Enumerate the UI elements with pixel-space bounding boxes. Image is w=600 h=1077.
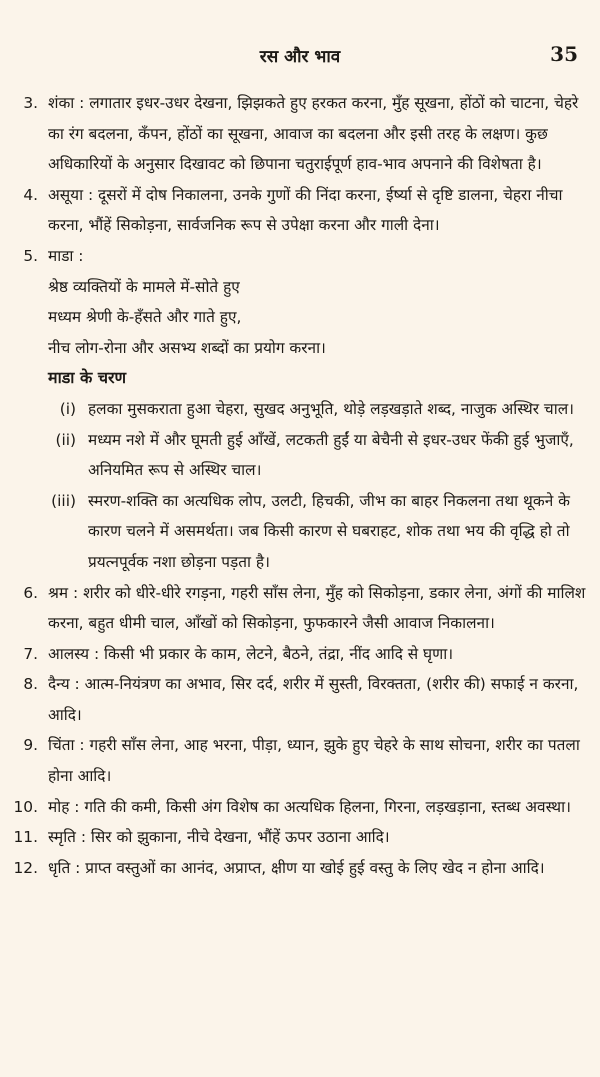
list-item-3 — [6, 88, 586, 180]
running-head: रस और भाव — [259, 47, 341, 67]
item-number: 7. — [23, 644, 38, 663]
item-number: 4. — [23, 185, 38, 204]
item-text-block — [48, 241, 586, 363]
list-item-11 — [6, 822, 586, 853]
verse-line: नीच लोग-रोना और असभ्य शब्दों का प्रयोग करना। — [48, 338, 326, 357]
item-text: चिंता : गहरी साँस लेना, आह भरना, पीड़ा, ध्यान, झुके हुए चेहरे के साथ सोचना, शरीर का पतला होना आदि। — [48, 736, 580, 786]
sub-item-text: मध्यम नशे में और घूमती हुई आँखें, लटकती हुईं या बेचैनी से इधर-उधर फेंकी हुई भुजाएँ, अनियमित रूप से अस्थिर चाल। — [88, 430, 574, 480]
item-number: 5. — [23, 246, 38, 265]
sub-list-item — [6, 486, 586, 578]
section-subheading: माडा के चरण — [48, 368, 127, 388]
sub-item-text: हलका मुसकराता हुआ चेहरा, सुखद अनुभूति, थोड़े लड़खड़ाते शब्द, नाजुक अस्थिर चाल। — [88, 399, 574, 418]
sub-item-text: स्मरण-शक्ति का अत्यधिक लोप, उलटी, हिचकी, जीभ का बाहर निकलना तथा थूकने के कारण चलने में असमर्थता। जब किसी कारण से घबराहट, शोक तथा भय की वृद्धि हो तो प्रयत्नपूर्वक नशा छोड़ना पड़ता है। — [88, 491, 570, 571]
list-item-12 — [6, 853, 586, 884]
list-item-7 — [6, 639, 586, 670]
sub-item-number: (i) — [59, 399, 76, 418]
item-number: 9. — [23, 736, 38, 755]
item-number: 3. — [23, 94, 38, 112]
sub-item-number: (iii) — [51, 491, 76, 510]
list-item-10 — [6, 792, 586, 823]
item-number: 8. — [23, 675, 38, 694]
sub-list-item — [6, 394, 586, 425]
page-number: 35 — [550, 42, 578, 66]
verse-line: मध्यम श्रेणी के-हँसते और गाते हुए, — [48, 308, 242, 327]
item-text: धृति : प्राप्त वस्तुओं का आनंद, अप्राप्त, क्षीण या खोई हुई वस्तु के लिए खेद न होना आदि। — [48, 858, 545, 877]
item-text: श्रम : शरीर को धीरे-धीरे रगड़ना, गहरी साँस लेना, मुँह को सिकोड़ना, डकार लेना, अंगों की मालिश करना, बहुत धीमी चाल, आँखों को सिकोड़ना, फुफकारने जैसी आवाज निकालना। — [48, 583, 586, 633]
item-title: माडा : — [48, 246, 84, 265]
list-item-5 — [6, 241, 586, 363]
sub-item-number: (ii) — [55, 430, 76, 449]
item-text: शंका : लगातार इधर-उधर देखना, झिझकते हुए हरकत करना, मुँह सूखना, होंठों को चाटना, चेहरे का रंग बदलना, कँपन, होंठों का सूखना, आवाज का बदलना और इसी तरह के लक्षण। कुछ अधिकारियों के अनुसार दिखावट को छिपाना चतुराईपूर्ण हाव-भाव अपनाने की विशेषता है। — [48, 94, 579, 174]
item-text: मोह : गति की कमी, किसी अंग विशेष का अत्यधिक हिलना, गिरना, लड़खड़ाना, स्तब्ध अवस्था। — [48, 797, 571, 816]
item-text: स्मृति : सिर को झुकाना, नीचे देखना, भौंहें ऊपर उठाना आदि। — [48, 828, 390, 847]
item-text: दैन्य : आत्म-नियंत्रण का अभाव, सिर दर्द, शरीर में सुस्ती, विरक्तता, (शरीर की) सफाई न करना, आदि। — [48, 675, 579, 724]
page-body — [6, 88, 586, 883]
list-item-9 — [6, 730, 586, 791]
list-item-4 — [6, 180, 586, 241]
page-header — [0, 40, 600, 74]
item-text: असूया : दूसरों में दोष निकालना, उनके गुणों की निंदा करना, ईर्ष्या से दृष्टि डालना, चेहरा नीचा करना, भौंहें सिकोड़ना, सार्वजनिक रूप से उपेक्षा करना और गाली देना। — [48, 185, 563, 235]
item-number: 6. — [23, 583, 38, 602]
item-number: 11. — [13, 828, 38, 847]
item-number: 12. — [13, 858, 38, 877]
item-number: 10. — [13, 797, 38, 816]
sub-list-item — [6, 425, 586, 486]
list-item-8 — [6, 669, 586, 730]
list-item-6 — [6, 578, 586, 639]
verse-line: श्रेष्ठ व्यक्तियों के मामले में-सोते हुए — [48, 277, 240, 296]
item-text: आलस्य : किसी भी प्रकार के काम, लेटने, बैठने, तंद्रा, नींद आदि से घृणा। — [48, 644, 454, 663]
